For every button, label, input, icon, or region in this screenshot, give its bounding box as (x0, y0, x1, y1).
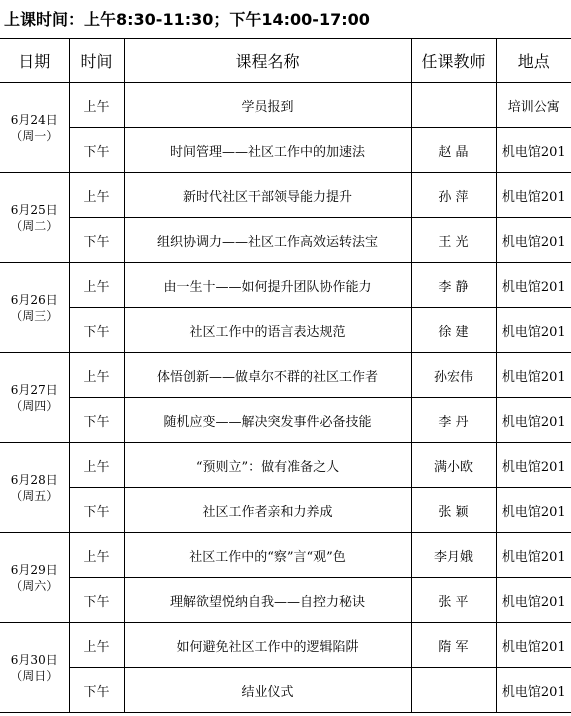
date-cell (0, 83, 69, 173)
date-text: 6月30日 (10, 652, 58, 667)
date-cell (0, 263, 69, 353)
teacher-cell: 张 平 (411, 578, 496, 623)
location-cell: 机电馆201 (496, 263, 571, 308)
time-cell: 下午 (69, 398, 124, 443)
date-cell (0, 173, 69, 263)
time-cell: 下午 (69, 668, 124, 713)
time-cell: 下午 (69, 578, 124, 623)
time-cell: 上午 (69, 623, 124, 668)
teacher-cell: 孙宏伟 (411, 353, 496, 398)
schedule-table (0, 38, 571, 713)
column-header-course: 课程名称 (124, 39, 411, 83)
teacher-cell: 满小欧 (411, 443, 496, 488)
table-row (0, 488, 571, 533)
weekday-text: （周五） (10, 488, 59, 503)
date-text: 6月27日 (10, 382, 58, 397)
table-row (0, 308, 571, 353)
table-row (0, 353, 571, 398)
course-cell: 新时代社区干部领导能力提升 (124, 173, 411, 218)
location-cell: 机电馆201 (496, 578, 571, 623)
date-text: 6月29日 (10, 562, 58, 577)
course-cell: 理解欲望悦纳自我——自控力秘诀 (124, 578, 411, 623)
teacher-cell: 李 丹 (411, 398, 496, 443)
table-row (0, 578, 571, 623)
column-header-time: 时间 (69, 39, 124, 83)
teacher-cell: 王 光 (411, 218, 496, 263)
location-cell: 机电馆201 (496, 668, 571, 713)
teacher-cell (411, 83, 496, 128)
course-cell: “预则立”：做有准备之人 (124, 443, 411, 488)
location-cell: 机电馆201 (496, 398, 571, 443)
course-cell: 社区工作中的“察”言“观”色 (124, 533, 411, 578)
time-cell: 下午 (69, 308, 124, 353)
location-cell: 培训公寓 (496, 83, 571, 128)
time-cell: 上午 (69, 443, 124, 488)
date-text: 6月26日 (10, 292, 58, 307)
table-row (0, 83, 571, 128)
course-cell: 组织协调力——社区工作高效运转法宝 (124, 218, 411, 263)
course-cell: 社区工作者亲和力养成 (124, 488, 411, 533)
table-header-row (0, 39, 571, 83)
date-text: 6月28日 (10, 472, 58, 487)
date-cell (0, 353, 69, 443)
table-row (0, 398, 571, 443)
time-cell: 上午 (69, 173, 124, 218)
date-text: 6月25日 (10, 202, 58, 217)
time-cell: 上午 (69, 83, 124, 128)
time-cell: 下午 (69, 128, 124, 173)
teacher-cell: 徐 建 (411, 308, 496, 353)
teacher-cell: 李月娥 (411, 533, 496, 578)
time-cell: 上午 (69, 353, 124, 398)
time-cell: 上午 (69, 263, 124, 308)
course-cell: 体悟创新——做卓尔不群的社区工作者 (124, 353, 411, 398)
table-row (0, 173, 571, 218)
date-cell (0, 443, 69, 533)
table-row (0, 443, 571, 488)
date-cell (0, 623, 69, 713)
weekday-text: （周二） (10, 218, 59, 233)
teacher-cell: 赵 晶 (411, 128, 496, 173)
weekday-text: （周一） (10, 128, 59, 143)
course-cell: 时间管理——社区工作中的加速法 (124, 128, 411, 173)
teacher-cell: 隋 军 (411, 623, 496, 668)
weekday-text: （周日） (10, 668, 59, 683)
location-cell: 机电馆201 (496, 128, 571, 173)
course-cell: 随机应变——解决突发事件必备技能 (124, 398, 411, 443)
teacher-cell (411, 668, 496, 713)
time-cell: 上午 (69, 533, 124, 578)
date-text: 6月24日 (10, 112, 58, 127)
location-cell: 机电馆201 (496, 353, 571, 398)
teacher-cell: 张 颖 (411, 488, 496, 533)
weekday-text: （周四） (10, 398, 59, 413)
table-row (0, 128, 571, 173)
location-cell: 机电馆201 (496, 218, 571, 263)
time-cell: 下午 (69, 218, 124, 263)
column-header-date: 日期 (0, 39, 69, 83)
location-cell: 机电馆201 (496, 443, 571, 488)
location-cell: 机电馆201 (496, 623, 571, 668)
location-cell: 机电馆201 (496, 488, 571, 533)
course-cell: 由一生十——如何提升团队协作能力 (124, 263, 411, 308)
weekday-text: （周三） (10, 308, 59, 323)
location-cell: 机电馆201 (496, 308, 571, 353)
teacher-cell: 李 静 (411, 263, 496, 308)
table-row (0, 533, 571, 578)
location-cell: 机电馆201 (496, 533, 571, 578)
table-row (0, 263, 571, 308)
course-cell: 社区工作中的语言表达规范 (124, 308, 411, 353)
date-cell (0, 533, 69, 623)
course-cell: 结业仪式 (124, 668, 411, 713)
course-cell: 如何避免社区工作中的逻辑陷阱 (124, 623, 411, 668)
schedule-time-header: 上课时间：上午8:30-11:30；下午14:00-17:00 (4, 10, 370, 29)
course-cell: 学员报到 (124, 83, 411, 128)
location-cell: 机电馆201 (496, 173, 571, 218)
table-row (0, 218, 571, 263)
table-row (0, 668, 571, 713)
time-cell: 下午 (69, 488, 124, 533)
weekday-text: （周六） (10, 578, 59, 593)
teacher-cell: 孙 萍 (411, 173, 496, 218)
column-header-teacher: 任课教师 (411, 39, 496, 83)
table-row (0, 623, 571, 668)
column-header-location: 地点 (496, 39, 571, 83)
